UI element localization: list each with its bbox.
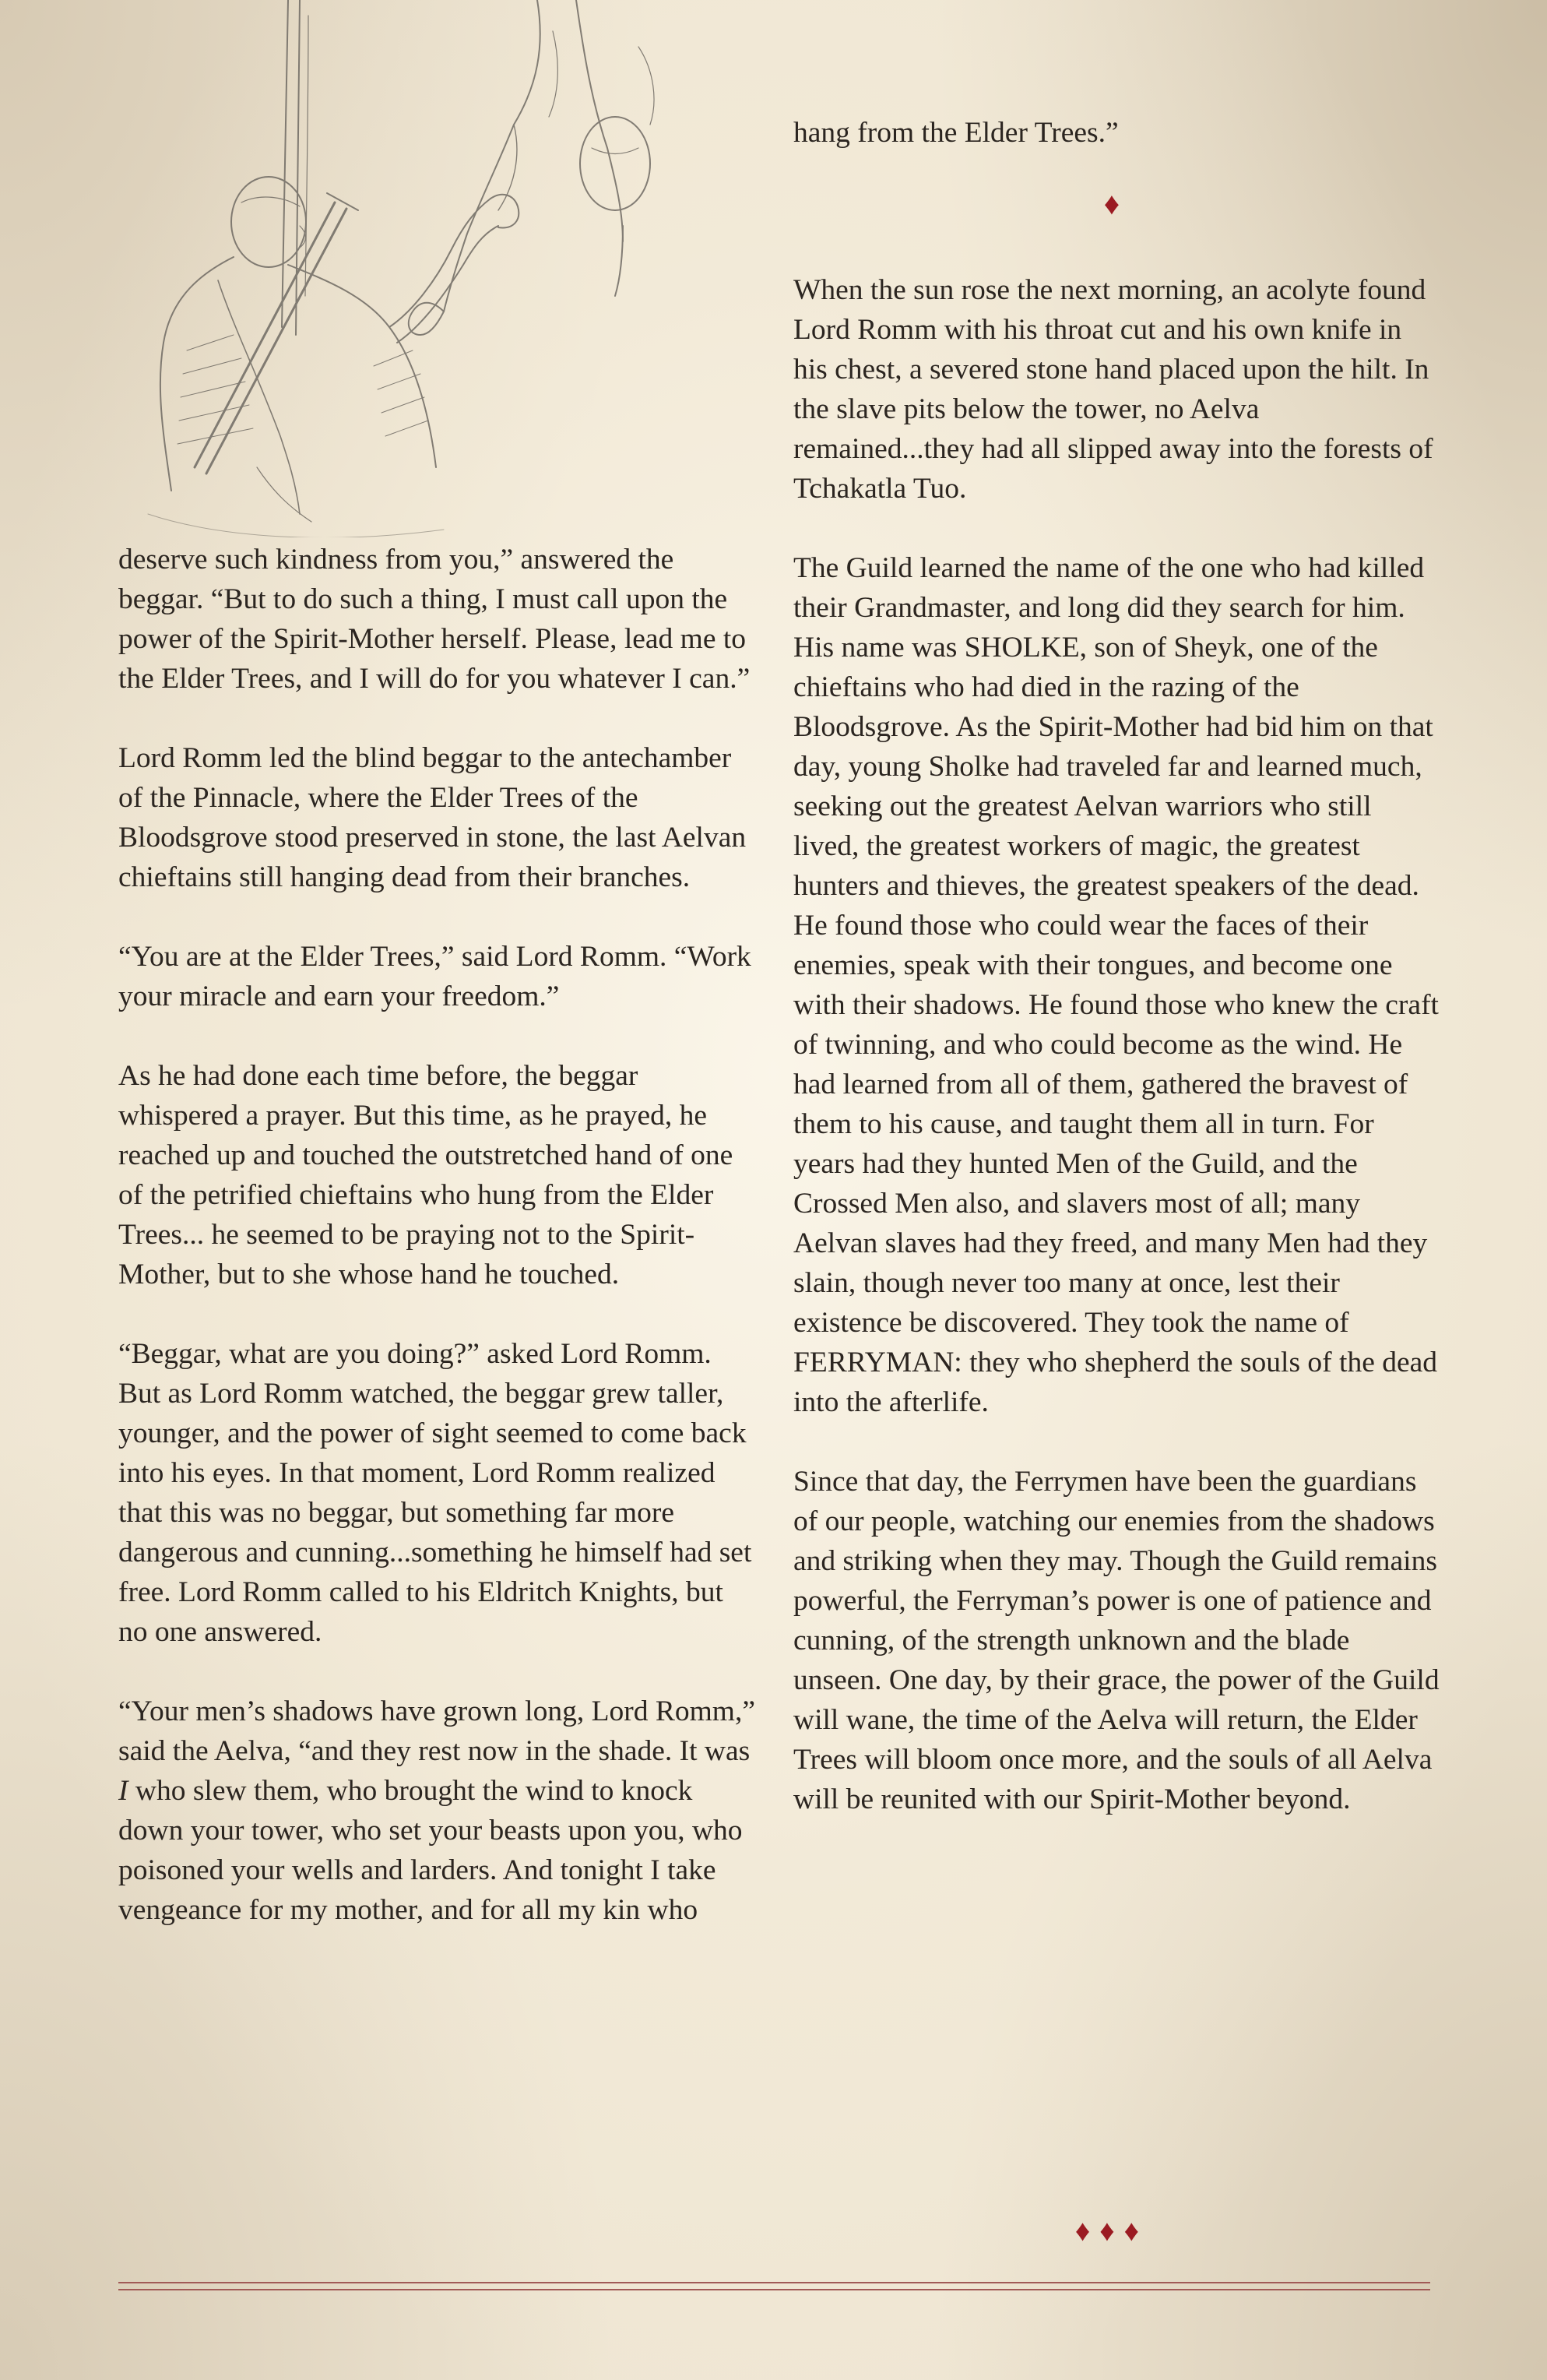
left-paragraph-4: As he had done each time before, the beggar whispered a prayer. But this time, as he prayed, he reached up and touched the outstretched hand of one of the petrified chieftains who hung from the Elder Trees... he seemed to be praying not to the Spirit-Mother, but to she whose hand he touched. <box>118 1060 733 1290</box>
sketch-illustration <box>78 0 747 537</box>
end-ornament-diamonds-icon: ♦♦♦ <box>1074 2215 1149 2248</box>
left-paragraph-1: deserve such kindness from you,” answered the beggar. “But to do such a thing, I must call upon the power of the Spirit-Mother herself. Please, lead me to the Elder Trees, and I will do for you whatever I can.” <box>118 544 751 695</box>
left-paragraph-6-end: who slew them, who brought the wind to knock down your tower, who set your beasts upon you, who poisoned your wells and larders. And tonight I take vengeance for my mother, and for all my kin who <box>118 1775 743 1926</box>
left-paragraph-5: “Beggar, what are you doing?” asked Lord Romm. But as Lord Romm watched, the beggar grew taller, younger, and the power of sight seemed to come back into his eyes. In that moment, Lord Romm realized that this was no beggar, but something far more dangerous and cunning...something he himself had set free. Lord Romm called to his Eldritch Knights, but no one answered. <box>118 1338 752 1648</box>
right-paragraph-1: When the sun rose the next morning, an acolyte found Lord Romm with his throat cut and his own knife in his chest, a severed stone hand placed upon the hilt. In the slave pits below the tower, no Aelva remained...they had all slipped away into the forests of Tchakatla Tuo. <box>793 274 1433 505</box>
section-divider-diamond-icon: ♦ <box>1103 186 1120 221</box>
left-paragraph-6 <box>118 1692 757 1930</box>
left-paragraph-6-start: “Your men’s shadows have grown long, Lord Romm,” said the Aelva, “and they rest now in the shade. It was <box>118 1695 755 1767</box>
right-intro-line: hang from the Elder Trees.” <box>793 117 1119 149</box>
left-paragraph-2: Lord Romm led the blind beggar to the antechamber of the Pinnacle, where the Elder Trees of the Bloodsgrove stood preserved in stone, the last Aelvan chieftains still hanging dead from their branches. <box>118 742 747 893</box>
right-paragraph-2: The Guild learned the name of the one who had killed their Grandmaster, and long did they search for him. His name was SHOLKE, son of Sheyk, one of the chieftains who had died in the razing of the Bloodsgrove. As the Spirit-Mother had bid him on that day, young Sholke had traveled far and learned much, seeking out the greatest Aelvan warriors who still lived, the greatest workers of magic, the greatest hunters and thieves, the greatest speakers of the dead. He found those who could wear the faces of their enemies, speak with their tongues, and become one with their shadows. He found those who knew the craft of twinning, and who could become as the wind. He had learned from all of them, gathered the bravest of them to his cause, and taught them all in turn. For years had they hunted Men of the Guild, and the Crossed Men also, and slavers most of all; many Aelvan slaves had they freed, and many Men had they slain, though never too many at once, lest their existence be discovered. They took the name of FERRYMAN: they who shepherd the souls of the dead into the afterlife. <box>793 552 1439 1418</box>
left-paragraph-3: “You are at the Elder Trees,” said Lord Romm. “Work your miracle and earn your freedom.” <box>118 941 751 1012</box>
footer-rule-top <box>118 2282 1430 2283</box>
right-paragraph-3: Since that day, the Ferrymen have been the guardians of our people, watching our enemies from the shadows and striking when they may. Though the Guild remains powerful, the Ferryman’s power is one of patience and cunning, of the strength unknown and the blade unseen. One day, by their grace, the power of the Guild will wane, the time of the Aelva will return, the Elder Trees will bloom once more, and the souls of all Aelva will be reunited with our Spirit-Mother beyond. <box>793 1466 1440 1815</box>
right-column-body <box>793 270 1440 1819</box>
left-paragraph-6-italic: I <box>118 1775 128 1807</box>
right-column <box>793 113 1440 153</box>
left-column <box>118 540 757 1930</box>
footer-rule-bottom <box>118 2289 1430 2290</box>
